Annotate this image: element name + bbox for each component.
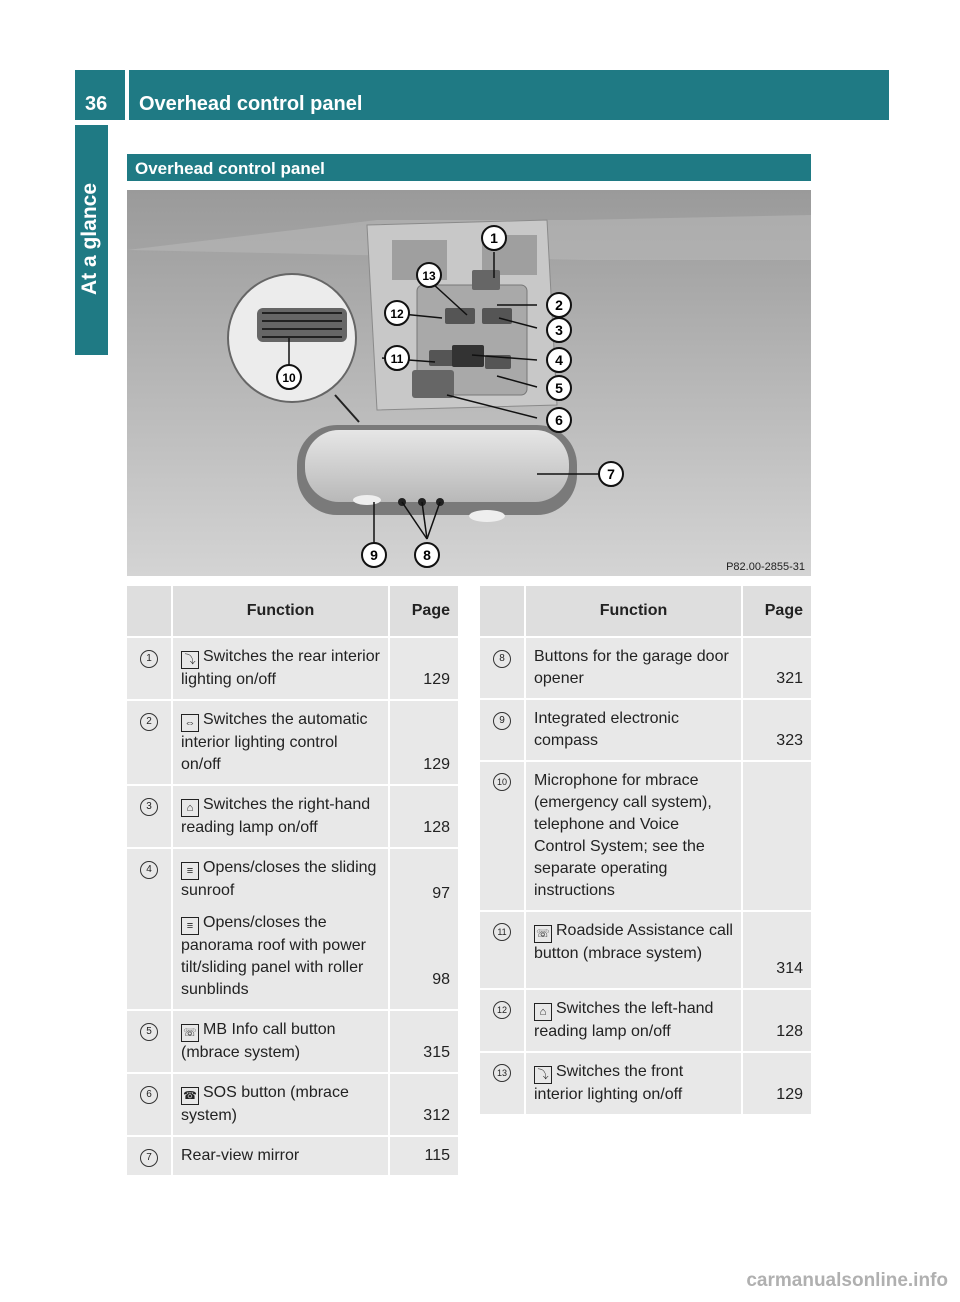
function-text: Buttons for the garage door opener	[534, 648, 729, 687]
svg-text:6: 6	[555, 412, 563, 428]
table-row	[480, 911, 811, 989]
callout-4	[547, 348, 571, 372]
table-row	[127, 1136, 458, 1176]
item-number: 11	[493, 923, 511, 941]
item-number: 7	[140, 1149, 158, 1167]
item-number: 12	[493, 1001, 511, 1019]
svg-text:12: 12	[390, 307, 404, 321]
svg-text:9: 9	[370, 547, 378, 563]
item-number: 2	[140, 713, 158, 731]
panorama-roof-icon: ≡	[181, 917, 199, 935]
svg-text:2: 2	[555, 297, 563, 313]
svg-text:8: 8	[423, 547, 431, 563]
page-ref: 129	[742, 1052, 811, 1115]
sos-icon: ☎	[181, 1087, 199, 1105]
table-row	[127, 700, 458, 785]
svg-text:7: 7	[607, 466, 615, 482]
interior-light-icon: ⤵	[181, 651, 199, 669]
svg-text:13: 13	[422, 269, 436, 283]
page-ref: 115	[389, 1136, 458, 1176]
svg-text:1: 1	[490, 230, 498, 246]
front-light-icon: ⤵	[534, 1066, 552, 1084]
sunroof-icon: ≡	[181, 862, 199, 880]
svg-text:11: 11	[390, 352, 404, 366]
table-row	[127, 637, 458, 700]
page-ref: 128	[389, 785, 458, 848]
callout-3	[547, 318, 571, 342]
item-number: 13	[493, 1064, 511, 1082]
table-row	[480, 1052, 811, 1115]
function-text: Opens/closes the sliding sunroof	[181, 859, 377, 899]
item-number: 8	[493, 650, 511, 668]
item-number: 9	[493, 712, 511, 730]
callout-8	[415, 543, 439, 567]
page-ref: 129	[389, 637, 458, 700]
col-header-page: Page	[742, 586, 811, 637]
roadside-assistance-icon: ☏	[534, 925, 552, 943]
table-row	[480, 637, 811, 699]
page-ref: 128	[742, 989, 811, 1052]
page-ref: 321	[742, 637, 811, 699]
function-text: Switches the left-hand reading lamp on/off	[534, 1000, 714, 1040]
table-row	[127, 1073, 458, 1136]
table-row	[127, 785, 458, 848]
item-number: 10	[493, 773, 511, 791]
page-ref: 314	[742, 911, 811, 989]
page-ref: 129	[389, 700, 458, 785]
function-table-left	[127, 586, 458, 1177]
table-row	[480, 761, 811, 911]
section-title: Overhead control panel	[127, 154, 811, 181]
chapter-tab	[75, 125, 108, 355]
page-header	[75, 70, 889, 120]
figure-code: P82.00-2855-31	[726, 561, 805, 573]
function-text: Integrated electronic compass	[534, 710, 679, 749]
function-text: Roadside Assistance call button (mbrace system)	[534, 922, 733, 962]
auto-light-icon: ⇔	[181, 714, 199, 732]
function-table-right	[480, 586, 811, 1116]
watermark: carmanualsonline.info	[746, 1270, 948, 1291]
col-header-page: Page	[389, 586, 458, 637]
item-number: 4	[140, 861, 158, 879]
function-text: Switches the rear interior lighting on/off	[181, 648, 380, 688]
callout-9	[362, 543, 386, 567]
reading-lamp-icon: ⌂	[181, 799, 199, 817]
item-number: 1	[140, 650, 158, 668]
function-text: Switches the right-hand reading lamp on/off	[181, 796, 371, 836]
page-ref	[742, 761, 811, 911]
callout-5	[547, 376, 571, 400]
svg-text:3: 3	[555, 322, 563, 338]
table-row	[480, 699, 811, 761]
table-row	[127, 848, 458, 1010]
chapter-label: At a glance	[78, 182, 101, 296]
header-separator	[125, 70, 129, 120]
page-title: Overhead control panel	[139, 93, 363, 115]
col-header-function: Function	[172, 586, 389, 637]
function-text: Microphone for mbrace (emergency call system), telephone and Voice Control System; see the separate operating instructions	[534, 772, 712, 899]
page-ref: 97	[432, 885, 450, 902]
col-header-num	[127, 586, 172, 637]
page-number: 36	[85, 93, 108, 115]
page-ref: 312	[389, 1073, 458, 1136]
info-call-icon: ☏	[181, 1024, 199, 1042]
reading-lamp-icon: ⌂	[534, 1003, 552, 1021]
function-text: SOS button (mbrace system)	[181, 1084, 349, 1124]
item-number: 5	[140, 1023, 158, 1041]
callout-2	[547, 293, 571, 317]
overhead-panel-illustration	[127, 190, 811, 576]
svg-text:4: 4	[555, 352, 563, 368]
callout-layer	[127, 190, 811, 576]
function-text: Rear-view mirror	[181, 1147, 300, 1164]
callout-11	[385, 346, 409, 370]
callout-6	[547, 408, 571, 432]
callout-12	[385, 301, 409, 325]
table-row	[480, 989, 811, 1052]
function-text: Opens/closes the panorama roof with power tilt/sliding panel with roller sunblinds	[181, 914, 366, 998]
col-header-function: Function	[525, 586, 742, 637]
svg-text:10: 10	[282, 371, 296, 385]
callout-7	[599, 462, 623, 486]
table-row	[127, 1010, 458, 1073]
page-ref: 315	[389, 1010, 458, 1073]
function-text: MB Info call button (mbrace system)	[181, 1021, 336, 1061]
svg-text:5: 5	[555, 380, 563, 396]
callout-10	[277, 365, 301, 389]
page-ref: 98	[432, 971, 450, 988]
item-number: 3	[140, 798, 158, 816]
function-text: Switches the front interior lighting on/off	[534, 1063, 684, 1103]
page-ref: 323	[742, 699, 811, 761]
item-number: 6	[140, 1086, 158, 1104]
col-header-num	[480, 586, 525, 637]
function-text: Switches the automatic interior lighting control on/off	[181, 711, 368, 773]
callout-1	[482, 226, 506, 250]
callout-13	[417, 263, 441, 287]
